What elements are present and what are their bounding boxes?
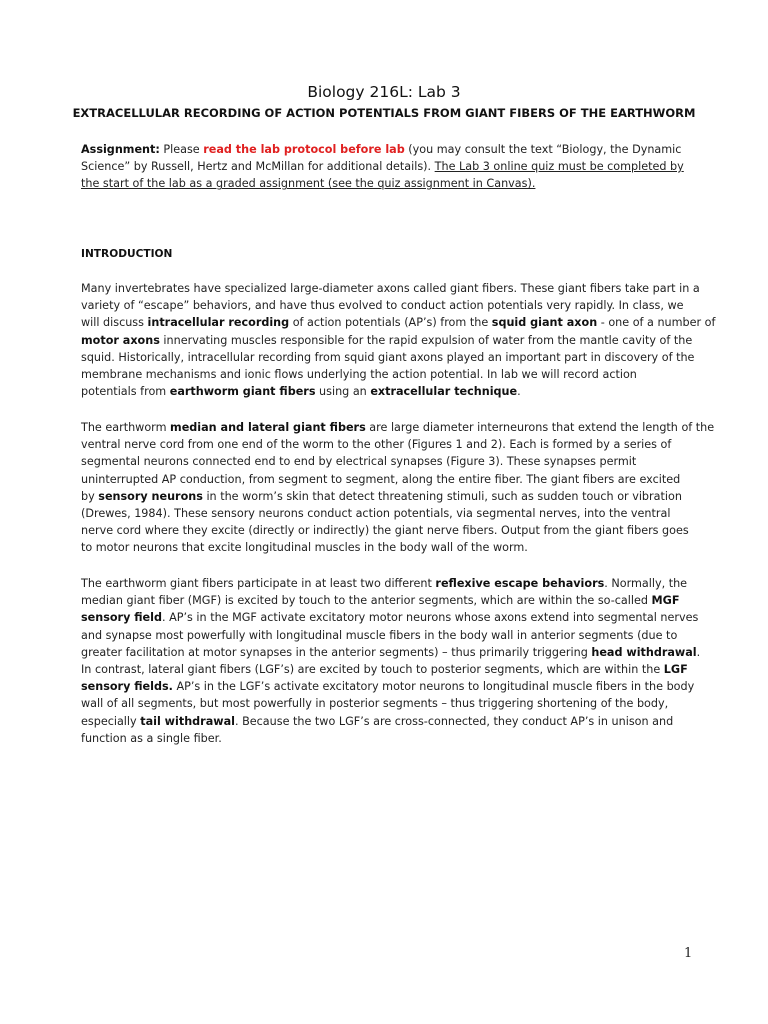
text-line: (Drewes, 1984). These sensory neurons conduct action potentials, via segmental nerves, into the ventral — [81, 507, 671, 521]
text-line: uninterrupted AP conduction, from segment to segment, along the entire fiber. The giant fibers are excited — [81, 472, 681, 486]
page-title: Biology 216L: Lab 3 — [307, 83, 461, 101]
bold-term: MGF — [651, 594, 680, 608]
intro-paragraph-1 — [81, 280, 716, 400]
text-run: . Normally, the — [604, 577, 688, 590]
assignment-label: Assignment: — [81, 143, 160, 156]
text-line — [81, 332, 701, 349]
bold-term: median and lateral giant fibers — [170, 421, 366, 434]
page-number: 1 — [684, 946, 693, 961]
bold-term: squid giant axon — [491, 316, 598, 330]
text-run: The earthworm giant fibers participate in at least two different — [81, 577, 436, 590]
text-line — [81, 713, 701, 730]
text-line — [81, 575, 701, 592]
text-line: segmental neurons connected end to end by electrical synapses (Figure 3). These synapses permit — [81, 455, 637, 469]
text-line: and synapse most powerfully with longitudinal muscle fibers in the body wall in anterior segments (due to — [81, 628, 678, 642]
text-run: are large diameter interneurons that extend the length of the — [365, 421, 715, 434]
text-line — [81, 419, 715, 436]
bold-term: extracellular technique — [370, 385, 518, 399]
text-run: innervating muscles responsible for the rapid expulsion of water from the mantle cavity of the — [159, 333, 693, 347]
text-line — [81, 488, 701, 505]
text-line: nerve cord where they excite (directly or indirectly) the giant nerve fibers. Output from the giant fibers goes — [81, 524, 689, 538]
text-line: function as a single fiber. — [81, 731, 222, 745]
text-run: AP’s in the LGF’s activate excitatory motor neurons to longitudinal muscle fibers in the body — [172, 680, 695, 694]
text-run: - one of a number of — [597, 316, 716, 330]
assignment-line-3 — [81, 175, 701, 192]
text-line — [81, 661, 701, 678]
text-run: . Because the two LGF’s are cross-connected, they conduct AP’s in unison and — [234, 714, 674, 728]
text-run: . — [517, 385, 521, 399]
text-line: squid. Historically, intracellular recording from squid giant axons played an important part in discovery of the — [81, 350, 695, 364]
assignment-underlined: The Lab 3 online quiz must be completed by — [434, 160, 684, 174]
bold-term: sensory field — [81, 611, 162, 625]
assignment-line-1 — [81, 141, 701, 158]
bold-term: tail withdrawal — [140, 714, 235, 728]
bold-term: intracellular recording — [147, 316, 290, 330]
intro-paragraph-2 — [81, 419, 715, 557]
assignment-text: Science” by Russell, Hertz and McMillan for additional details). — [81, 160, 435, 174]
text-run: greater facilitation at motor synapses in the anterior segments) – thus primarily triggering — [81, 645, 592, 659]
text-run: using an — [315, 385, 371, 399]
text-run: . AP’s in the MGF activate excitatory motor neurons whose axons extend into segmental nerves — [161, 611, 699, 625]
intro-paragraph-3 — [81, 575, 701, 747]
text-run: will discuss — [81, 316, 148, 330]
text-run: especially — [81, 714, 141, 728]
text-line — [81, 383, 701, 400]
text-line — [81, 592, 701, 609]
assignment-text: (you may consult the text “Biology, the Dynamic — [404, 143, 682, 156]
text-line — [81, 609, 701, 626]
assignment-text: Please — [159, 143, 204, 156]
bold-term: reflexive escape behaviors — [435, 577, 605, 590]
text-run: . — [696, 645, 701, 659]
text-run: of action potentials (AP’s) from the — [289, 316, 492, 330]
bold-term: sensory neurons — [98, 489, 203, 503]
assignment-highlight: read the lab protocol before lab — [203, 143, 405, 156]
page-subtitle: EXTRACELLULAR RECORDING OF ACTION POTENTIALS FROM GIANT FIBERS OF THE EARTHWORM — [72, 106, 696, 120]
assignment-paragraph — [81, 141, 701, 193]
text-line: ventral nerve cord from one end of the worm to the other (Figures 1 and 2). Each is formed by a series of — [81, 438, 672, 452]
bold-term: LGF — [663, 663, 688, 677]
text-run: in the worm’s skin that detect threatening stimuli, such as sudden touch or vibration — [202, 489, 682, 503]
bold-term: motor axons — [81, 333, 160, 347]
text-run: median giant fiber (MGF) is excited by touch to the anterior segments, which are within the so-called — [81, 594, 652, 608]
text-run: by — [81, 489, 99, 503]
text-run: In contrast, lateral giant fibers (LGF’s) are excited by touch to posterior segments, which are within the — [81, 663, 664, 677]
text-run: The earthworm — [81, 421, 171, 434]
text-line: wall of all segments, but most powerfully in posterior segments – thus triggering shortening of the body, — [81, 697, 669, 711]
text-line — [81, 678, 701, 695]
text-run: potentials from — [81, 385, 170, 399]
section-heading-introduction: INTRODUCTION — [81, 248, 173, 260]
bold-term: earthworm giant fibers — [169, 385, 316, 399]
text-line: to motor neurons that excite longitudinal muscles in the body wall of the worm. — [81, 541, 528, 555]
bold-term: head withdrawal — [591, 645, 697, 659]
assignment-line-2 — [81, 158, 701, 175]
text-line — [81, 314, 716, 331]
bold-term: sensory fields. — [81, 680, 173, 694]
assignment-underlined: the start of the lab as a graded assignment (see the quiz assignment in Canvas). — [81, 177, 536, 191]
text-line: membrane mechanisms and ionic flows underlying the action potential. In lab we will record action — [81, 368, 637, 382]
text-line — [81, 644, 701, 661]
text-line: Many invertebrates have specialized large-diameter axons called giant fibers. These giant fibers take part in a — [81, 282, 700, 295]
text-line: variety of “escape” behaviors, and have thus evolved to conduct action potentials very rapidly. In class, we — [81, 299, 684, 313]
